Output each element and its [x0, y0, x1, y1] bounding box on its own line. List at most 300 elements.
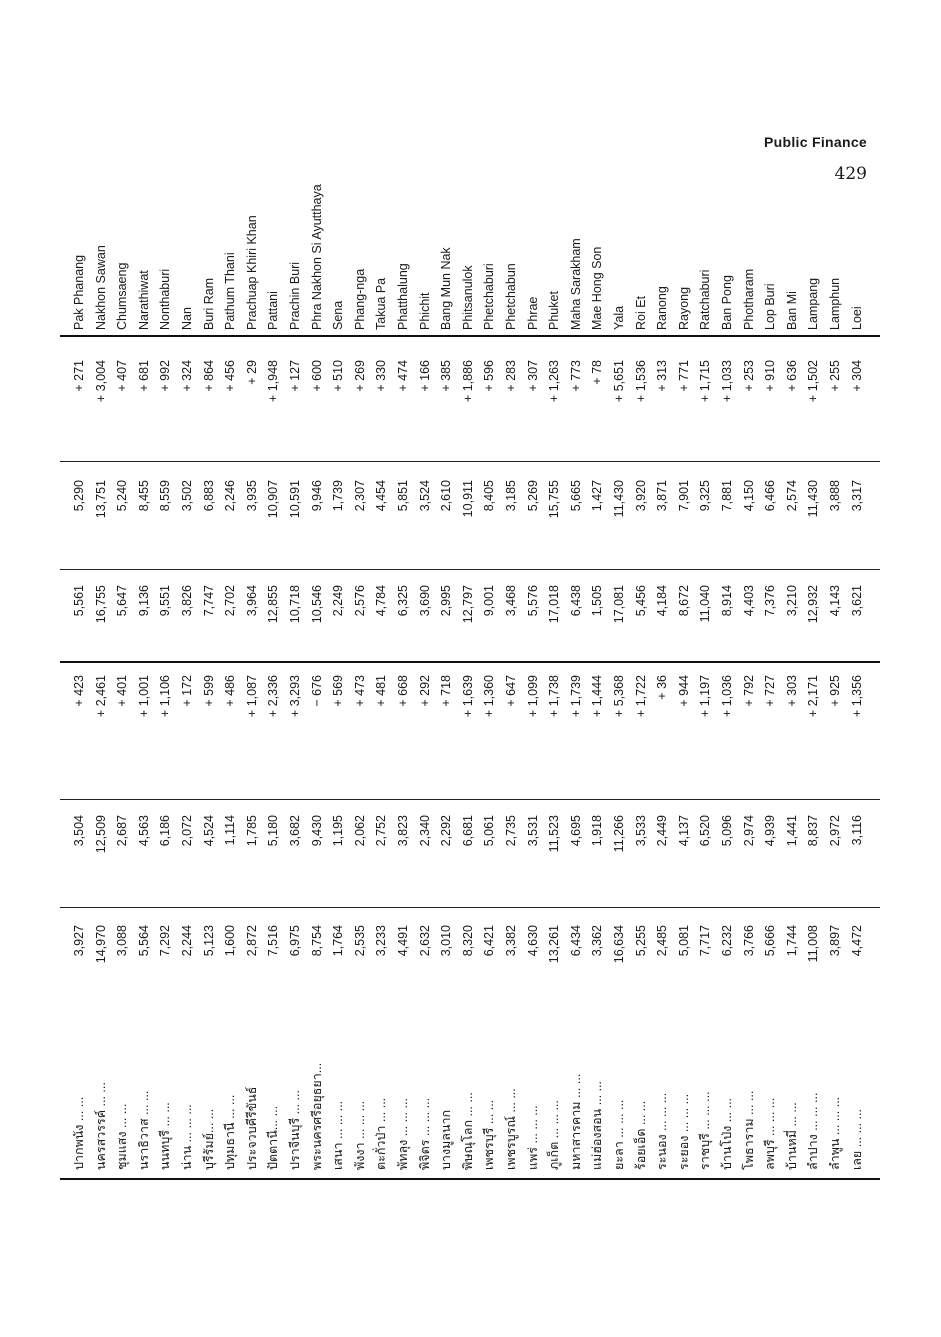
table-row: [457, 80, 480, 1180]
table-row: [824, 80, 847, 1180]
change-cell: + 1,106: [158, 675, 173, 718]
value-cell: 2,244: [180, 925, 194, 957]
value-cell: 2,449: [655, 815, 670, 847]
value-cell: 4,184: [655, 585, 670, 617]
value-cell: 3,010: [439, 925, 454, 957]
change-cell: + 5,651: [612, 360, 626, 403]
change-cell: + 127: [288, 360, 302, 392]
change-cell: + 727: [763, 675, 778, 707]
english-name-cell: Lampang: [806, 277, 821, 330]
change-cell: + 29: [244, 360, 259, 385]
thai-name-cell: ตะกั่วป่า ... ...: [374, 1097, 389, 1170]
value-cell: 3,362: [590, 925, 605, 957]
value-cell: 8,672: [676, 585, 691, 617]
change-cell: + 944: [676, 675, 691, 707]
value-cell: 3,088: [115, 925, 130, 957]
change-cell: + 2,461: [93, 675, 108, 718]
english-name-cell: Phichit: [417, 292, 432, 330]
change-cell: + 401: [115, 675, 130, 707]
value-cell: 3,897: [828, 925, 842, 957]
value-cell: 4,630: [525, 925, 540, 957]
english-name-cell: Lop Buri: [763, 283, 778, 330]
value-cell: 16,634: [612, 925, 626, 964]
value-cell: 6,520: [698, 815, 713, 847]
value-cell: 1,764: [331, 925, 346, 957]
english-name-cell: Maha Sarakham: [568, 238, 583, 330]
value-cell: 2,246: [223, 480, 238, 512]
value-cell: 4,939: [763, 815, 778, 847]
change-cell: + 1,715: [698, 360, 713, 403]
thai-name-cell: ลำพูน ... ... ...: [828, 1096, 842, 1170]
english-name-cell: Phrae: [525, 296, 540, 330]
value-cell: 4,563: [136, 815, 151, 847]
value-cell: 13,751: [93, 480, 108, 519]
table-row: [651, 80, 674, 1180]
value-cell: 7,292: [158, 925, 173, 957]
thai-name-cell: ปราจีนบุรี ... ...: [288, 1090, 302, 1170]
value-cell: 5,647: [115, 585, 130, 617]
change-cell: + 596: [482, 360, 497, 392]
value-cell: 2,610: [439, 480, 454, 512]
change-cell: + 681: [136, 360, 151, 392]
value-cell: 9,136: [136, 585, 151, 617]
value-cell: 2,702: [223, 585, 238, 617]
value-cell: 8,320: [460, 925, 475, 957]
value-cell: 6,421: [482, 925, 497, 957]
english-name-cell: Ranong: [655, 286, 670, 330]
change-cell: + 172: [180, 675, 194, 707]
change-cell: + 1,033: [720, 360, 734, 403]
value-cell: 2,072: [180, 815, 194, 847]
thai-name-cell: นนทบุรี ... ...: [158, 1102, 173, 1170]
value-cell: 7,717: [698, 925, 713, 957]
change-cell: + 1,886: [460, 360, 475, 403]
value-cell: 3,185: [504, 480, 518, 512]
table-row: [522, 80, 545, 1180]
table-row: [846, 80, 869, 1180]
value-cell: 6,186: [158, 815, 173, 847]
change-cell: + 474: [396, 360, 410, 392]
section-title: Public Finance: [764, 134, 867, 150]
english-name-cell: Buri Ram: [201, 277, 216, 330]
value-cell: 4,403: [741, 585, 756, 617]
table-row: [781, 80, 804, 1180]
change-cell: + 992: [158, 360, 173, 392]
value-cell: 8,559: [158, 480, 173, 512]
change-cell: + 292: [417, 675, 432, 707]
english-name-cell: Photharam: [741, 268, 756, 330]
table-row: [543, 80, 566, 1180]
change-cell: + 481: [374, 675, 389, 707]
english-name-cell: Lamphun: [828, 277, 842, 330]
value-cell: 9,946: [309, 480, 324, 512]
english-name-cell: Nonthaburi: [158, 268, 173, 330]
thai-name-cell: ระนอง ... ... ...: [655, 1092, 670, 1170]
change-cell: + 1,536: [633, 360, 648, 403]
change-cell: + 925: [828, 675, 842, 707]
value-cell: 4,472: [849, 925, 864, 957]
table-row: [802, 80, 825, 1180]
table-row: [716, 80, 739, 1180]
table-row: [306, 80, 329, 1180]
value-cell: 4,695: [568, 815, 583, 847]
table-row: [133, 80, 156, 1180]
thai-name-cell: พระนครศรีอยุธยา...: [309, 1062, 324, 1170]
thai-name-cell: ปทุมธานี ... ...: [223, 1094, 238, 1170]
value-cell: 2,249: [331, 585, 346, 617]
thai-name-cell: มหาสารคาม ... ...: [568, 1073, 583, 1170]
change-cell: + 1,099: [525, 675, 540, 718]
value-cell: 5,123: [201, 925, 216, 957]
value-cell: 7,747: [201, 585, 216, 617]
value-cell: 3,766: [741, 925, 756, 957]
change-cell: + 599: [201, 675, 216, 707]
value-cell: 4,491: [396, 925, 410, 957]
value-cell: 9,430: [309, 815, 324, 847]
value-cell: 5,255: [633, 925, 648, 957]
value-cell: 3,682: [288, 815, 302, 847]
value-cell: 3,524: [417, 480, 432, 512]
thai-name-cell: ชุมแสง ... ...: [115, 1103, 130, 1170]
value-cell: 3,502: [180, 480, 194, 512]
thai-name-cell: บุรีรัมย์... ...: [201, 1108, 216, 1170]
value-cell: 8,405: [482, 480, 497, 512]
value-cell: 2,972: [828, 815, 842, 847]
change-cell: − 676: [309, 675, 324, 707]
value-cell: 11,523: [547, 815, 562, 853]
value-cell: 7,901: [676, 480, 691, 512]
value-cell: 1,114: [223, 815, 238, 846]
change-cell: + 456: [223, 360, 238, 392]
thai-name-cell: แม่ฮ่องสอน ... ...: [590, 1080, 605, 1170]
table-row: [219, 80, 242, 1180]
change-cell: + 1,444: [590, 675, 605, 718]
english-name-cell: Bang Mun Nak: [439, 247, 454, 330]
english-name-cell: Pak Phanang: [72, 254, 86, 330]
table-row: [565, 80, 588, 1180]
value-cell: 2,340: [417, 815, 432, 847]
value-cell: 2,574: [784, 480, 799, 512]
value-cell: 6,681: [460, 815, 475, 847]
value-cell: 17,018: [547, 585, 562, 624]
thai-name-cell: เพชรบูรณ์ ... ...: [504, 1088, 518, 1170]
english-name-cell: Pattani: [266, 291, 281, 330]
value-cell: 3,888: [828, 480, 842, 512]
table-row: [673, 80, 696, 1180]
table-row: [370, 80, 393, 1180]
value-cell: 2,062: [352, 815, 367, 847]
change-cell: + 324: [180, 360, 194, 392]
change-cell: + 473: [352, 675, 367, 707]
value-cell: 12,509: [93, 815, 108, 854]
table-row: [90, 80, 113, 1180]
english-name-cell: Ban Pong: [720, 275, 734, 330]
english-name-cell: Phitsanulok: [460, 265, 475, 330]
value-cell: 2,307: [352, 480, 367, 512]
value-cell: 1,427: [590, 480, 605, 512]
change-cell: + 307: [525, 360, 540, 392]
value-cell: 11,430: [806, 480, 821, 518]
value-cell: 6,325: [396, 585, 410, 617]
table-row: [327, 80, 350, 1180]
value-cell: 5,851: [396, 480, 410, 512]
thai-name-cell: ลพบุรี ... ... ...: [763, 1097, 778, 1170]
change-cell: + 407: [115, 360, 130, 392]
thai-name-cell: พังงา ... ... ...: [352, 1100, 367, 1170]
english-name-cell: Chumsaeng: [115, 262, 130, 330]
value-cell: 3,233: [374, 925, 389, 957]
value-cell: 2,535: [352, 925, 367, 957]
value-cell: 8,837: [806, 815, 821, 847]
value-cell: 2,632: [417, 925, 432, 957]
table-row: [68, 80, 91, 1180]
value-cell: 6,975: [288, 925, 302, 957]
value-cell: 5,269: [525, 480, 540, 512]
value-cell: 10,907: [266, 480, 281, 519]
thai-name-cell: เพชรบุรี ... ...: [482, 1099, 497, 1170]
change-cell: + 1,360: [482, 675, 497, 718]
table-row: [198, 80, 221, 1180]
value-cell: 4,143: [828, 585, 842, 617]
value-cell: 5,081: [676, 925, 691, 957]
change-cell: + 718: [439, 675, 454, 707]
english-name-cell: Rayong: [676, 286, 691, 330]
value-cell: 2,872: [244, 925, 259, 957]
value-cell: 8,914: [720, 585, 734, 617]
table-row: [586, 80, 609, 1180]
change-cell: + 1,739: [568, 675, 583, 718]
value-cell: 11,008: [806, 925, 821, 963]
english-name-cell: Nan: [180, 307, 194, 330]
change-cell: + 166: [417, 360, 432, 392]
change-cell: + 36: [655, 675, 670, 700]
value-cell: 2,485: [655, 925, 670, 957]
value-cell: 3,504: [72, 815, 86, 847]
english-name-cell: Phuket: [547, 291, 562, 330]
english-name-cell: Phatthalung: [396, 263, 410, 330]
change-cell: + 385: [439, 360, 454, 392]
thai-name-cell: ปัตตานี... ...: [266, 1105, 281, 1170]
value-cell: 6,883: [201, 480, 216, 512]
thai-name-cell: ภูเก็ต ... ... ...: [547, 1100, 562, 1170]
value-cell: 5,666: [763, 925, 778, 957]
change-cell: + 647: [504, 675, 518, 707]
change-cell: + 78: [590, 360, 605, 385]
page-number: 429: [834, 164, 867, 184]
value-cell: 3,468: [504, 585, 518, 617]
change-cell: + 283: [504, 360, 518, 392]
value-cell: 2,995: [439, 585, 454, 617]
table-row: [435, 80, 458, 1180]
value-cell: 3,927: [72, 925, 86, 957]
value-cell: 12,855: [266, 585, 281, 624]
change-cell: + 864: [201, 360, 216, 392]
value-cell: 5,561: [72, 585, 86, 617]
change-cell: + 1,356: [849, 675, 864, 718]
table-row: [392, 80, 415, 1180]
table-row: [176, 80, 199, 1180]
value-cell: 2,292: [439, 815, 454, 847]
thai-name-cell: บางมูลนาก: [439, 1109, 454, 1170]
value-cell: 11,266: [612, 815, 626, 853]
value-cell: 3,826: [180, 585, 194, 617]
change-cell: + 1,001: [136, 675, 151, 718]
value-cell: 12,797: [460, 585, 475, 624]
value-cell: 8,754: [309, 925, 324, 957]
english-name-cell: Mae Hong Son: [590, 246, 605, 330]
value-cell: 1,195: [331, 815, 346, 847]
table-row: [349, 80, 372, 1180]
value-cell: 3,964: [244, 585, 259, 617]
english-name-cell: Takua Pa: [374, 277, 389, 330]
value-cell: 9,001: [482, 585, 497, 617]
value-cell: 3,382: [504, 925, 518, 957]
thai-name-cell: นครสวรรค์ ... ...: [93, 1082, 108, 1170]
thai-name-cell: พิษณุโลก ... ...: [460, 1092, 475, 1170]
change-cell: + 304: [849, 360, 864, 392]
value-cell: 3,116: [849, 815, 864, 846]
change-cell: + 668: [396, 675, 410, 707]
value-cell: 12,932: [806, 585, 821, 624]
english-name-cell: Prachin Buri: [288, 261, 302, 330]
english-name-cell: Prachuap Khiri Khan: [244, 215, 259, 330]
thai-name-cell: นราธิวาส ... ...: [136, 1090, 151, 1170]
value-cell: 3,317: [849, 480, 864, 512]
value-cell: 5,564: [136, 925, 151, 957]
table-row: [478, 80, 501, 1180]
change-cell: + 1,036: [720, 675, 734, 718]
value-cell: 6,438: [568, 585, 583, 617]
value-cell: 10,591: [288, 480, 302, 519]
change-cell: + 3,293: [288, 675, 302, 718]
change-cell: + 313: [655, 360, 670, 392]
value-cell: 10,546: [309, 585, 324, 624]
value-cell: 3,690: [417, 585, 432, 617]
change-cell: + 486: [223, 675, 238, 707]
value-cell: 4,784: [374, 585, 389, 617]
thai-name-cell: ราชบุรี ... ... ...: [698, 1091, 713, 1170]
change-cell: + 269: [352, 360, 367, 392]
value-cell: 3,533: [633, 815, 648, 847]
value-cell: 5,456: [633, 585, 648, 617]
english-name-cell: Ban Mi: [784, 291, 799, 330]
change-cell: + 1,263: [547, 360, 562, 403]
thai-name-cell: ประจวบคีรีขันธ์: [244, 1086, 259, 1170]
value-cell: 3,621: [849, 585, 864, 617]
change-cell: + 1,738: [547, 675, 562, 718]
change-cell: + 255: [828, 360, 842, 392]
change-cell: + 792: [741, 675, 756, 707]
value-cell: 5,096: [720, 815, 734, 847]
change-cell: + 771: [676, 360, 691, 392]
value-cell: 7,376: [763, 585, 778, 617]
value-cell: 2,687: [115, 815, 130, 847]
english-name-cell: Ratchaburi: [698, 269, 713, 330]
thai-name-cell: น่าน ... ... ...: [180, 1104, 194, 1170]
change-cell: + 910: [763, 360, 778, 392]
value-cell: 5,665: [568, 480, 583, 512]
change-cell: + 510: [331, 360, 346, 392]
value-cell: 2,735: [504, 815, 518, 847]
value-cell: 5,240: [115, 480, 130, 512]
change-cell: + 569: [331, 675, 346, 707]
change-cell: + 2,336: [266, 675, 281, 718]
thai-name-cell: ลำปาง ... ... ...: [806, 1092, 821, 1170]
value-cell: 2,576: [352, 585, 367, 617]
value-cell: 5,576: [525, 585, 540, 617]
english-name-cell: Narathiwat: [136, 270, 151, 330]
english-name-cell: Phetchaburi: [482, 263, 497, 330]
value-cell: 16,755: [93, 585, 108, 624]
thai-name-cell: บ้านโป่ง ... ...: [720, 1097, 734, 1170]
value-cell: 4,524: [201, 815, 216, 847]
value-cell: 4,137: [676, 815, 691, 847]
value-cell: 15,755: [547, 480, 562, 519]
change-cell: + 600: [309, 360, 324, 392]
value-cell: 10,718: [288, 585, 302, 624]
change-cell: + 5,368: [612, 675, 626, 718]
value-cell: 3,920: [633, 480, 648, 512]
value-cell: 17,081: [612, 585, 626, 624]
value-cell: 9,551: [158, 585, 173, 617]
thai-name-cell: แพร่ ... ... ...: [525, 1105, 540, 1170]
value-cell: 14,970: [93, 925, 108, 964]
value-cell: 8,455: [136, 480, 151, 512]
value-cell: 1,441: [784, 815, 799, 847]
change-cell: + 1,722: [633, 675, 648, 718]
table-row: [500, 80, 523, 1180]
value-cell: 5,290: [72, 480, 86, 512]
english-name-cell: Phang-nga: [352, 268, 367, 330]
thai-name-cell: เสนา ... ... ...: [331, 1100, 346, 1170]
value-cell: 7,881: [720, 480, 734, 512]
table-row: [630, 80, 653, 1180]
table-row: [284, 80, 307, 1180]
change-cell: + 773: [568, 360, 583, 392]
value-cell: 5,180: [266, 815, 281, 847]
statistics-table: [60, 80, 880, 1180]
change-cell: + 1,948: [266, 360, 281, 403]
value-cell: 6,232: [720, 925, 734, 957]
thai-name-cell: บ้านหมี่ ... ...: [784, 1102, 799, 1170]
change-cell: + 636: [784, 360, 799, 392]
value-cell: 3,210: [784, 585, 799, 617]
english-name-cell: Phra Nakhon Si Ayutthaya: [309, 184, 324, 330]
value-cell: 2,752: [374, 815, 389, 847]
value-cell: 1,918: [590, 815, 605, 847]
english-name-cell: Roi Et: [633, 295, 648, 330]
thai-name-cell: ร้อยเอ็ด ... ...: [633, 1100, 648, 1170]
change-cell: + 1,502: [806, 360, 821, 403]
thai-name-cell: ระยอง ... ... ...: [676, 1093, 691, 1170]
value-cell: 3,531: [525, 815, 540, 847]
change-cell: + 2,171: [806, 675, 821, 718]
change-cell: + 423: [72, 675, 86, 707]
english-name-cell: Sena: [331, 300, 346, 330]
value-cell: 9,325: [698, 480, 713, 512]
thai-name-cell: พัทลุง ... ... ...: [396, 1098, 410, 1170]
table-row: [608, 80, 631, 1180]
value-cell: 1,600: [223, 925, 238, 957]
change-cell: + 253: [741, 360, 756, 392]
change-cell: + 271: [72, 360, 86, 392]
thai-name-cell: เลย ... ... ...: [849, 1109, 864, 1170]
value-cell: 3,935: [244, 480, 259, 512]
table-row: [241, 80, 264, 1180]
value-cell: 2,974: [741, 815, 756, 847]
value-cell: 13,261: [547, 925, 562, 964]
value-cell: 1,739: [331, 480, 346, 512]
